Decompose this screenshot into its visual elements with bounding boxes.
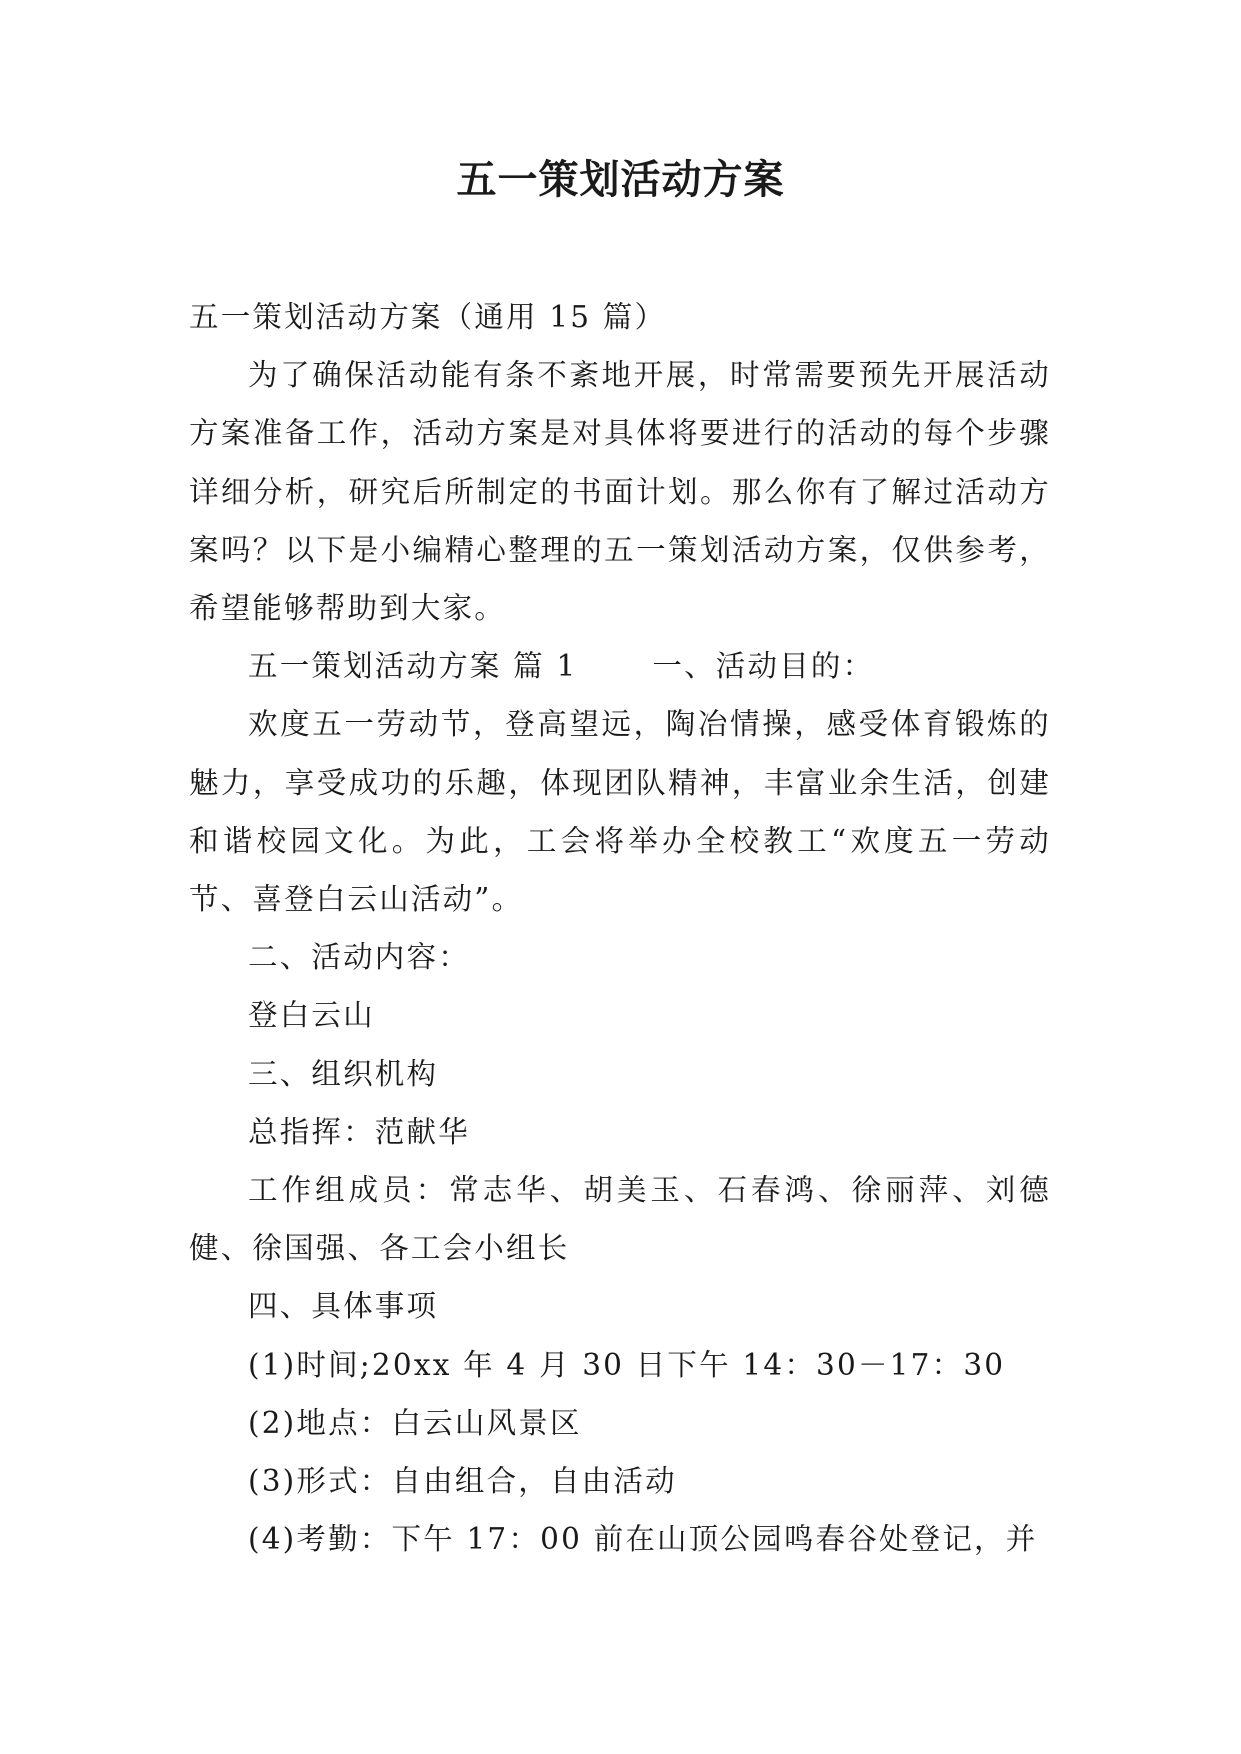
paragraph-attendance: (4)考勤：下午 17：00 前在山顶公园鸣春谷处登记，并	[248, 1522, 1038, 1557]
paragraph-format: (3)形式：自由组合，自由活动	[248, 1464, 677, 1499]
paragraph-location: (2)地点：白云山风景区	[248, 1405, 582, 1440]
paragraph-section-heading: 五一策划活动方案 篇 1 一、活动目的：	[248, 649, 875, 684]
paragraph-subtitle: 五一策划活动方案（通用 15 篇）	[189, 300, 667, 334]
paragraph-content-heading: 二、活动内容：	[248, 940, 470, 975]
paragraph-organization-heading: 三、组织机构	[248, 1056, 439, 1091]
paragraph-team-members: 工作组成员：常志华、胡美玉、石春鸿、徐丽萍、刘德健、徐国强、各工会小组长	[189, 1173, 1051, 1266]
paragraph-details-heading: 四、具体事项	[248, 1289, 439, 1324]
document-body	[189, 288, 1051, 1568]
paragraph-commander: 总指挥：范献华	[248, 1114, 470, 1149]
document-title: 五一策划活动方案	[456, 157, 785, 203]
paragraph-purpose: 欢度五一劳动节，登高望远，陶冶情操，感受体育锻炼的魅力，享受成功的乐趣，体现团队精神，丰富业余生活，创建和谐校园文化。为此，工会将举办全校教工“欢度五一劳动节、喜登白云山活动”。	[189, 707, 1051, 917]
paragraph-intro: 为了确保活动能有条不紊地开展，时常需要预先开展活动方案准备工作，活动方案是对具体将要进行的活动的每个步骤详细分析，研究后所制定的书面计划。那么你有了解过活动方案吗？以下是小编精心整理的五一策划活动方案，仅供参考，希望能够帮助到大家。	[189, 358, 1051, 626]
paragraph-time: (1)时间;20xx 年 4 月 30 日下午 14：30－17：30	[248, 1347, 1006, 1382]
paragraph-content: 登白云山	[248, 998, 375, 1033]
